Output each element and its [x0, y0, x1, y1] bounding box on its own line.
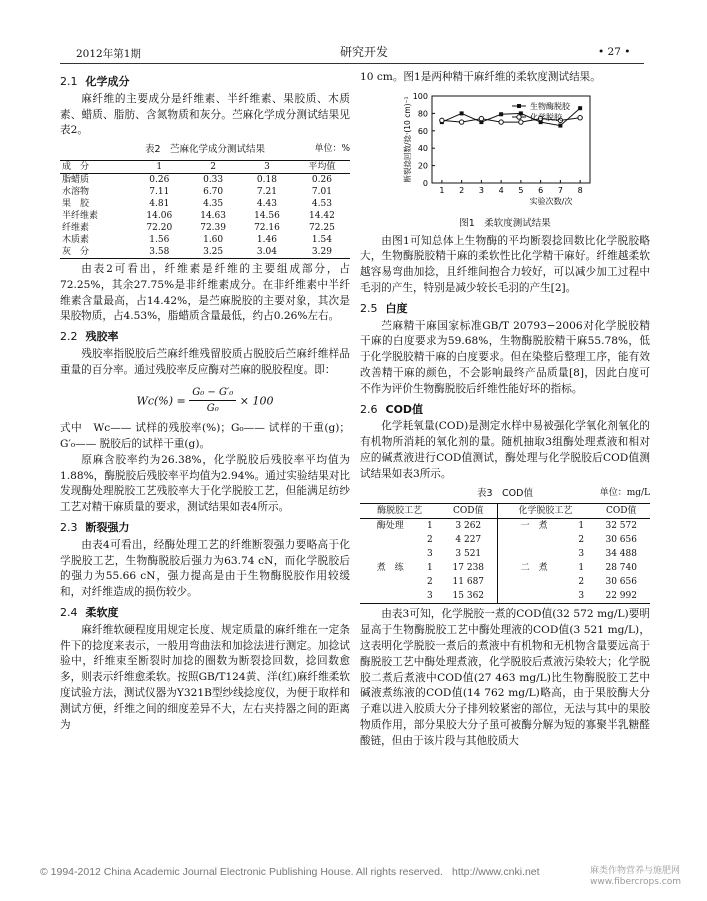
formula: Wc(%) = $\frac{\text{G₀ − G′₀}}{\text{G₀}}$ × 100	[136, 386, 274, 415]
paragraph: 式中 Wc—— 试样的残胶率(%)；G₀—— 试样的干重(g)；G′₀—— 脱胶后的试样干重(g)。	[60, 422, 350, 450]
table-header-cell: COD值	[453, 506, 484, 517]
table-cell: 7.21	[256, 186, 277, 197]
table-header-cell: 酶脱胶工艺	[377, 506, 423, 517]
table-cell: 72.25	[309, 222, 335, 233]
table-cell: 0.26	[149, 174, 170, 185]
table-cell: 72.20	[146, 222, 173, 233]
right-column	[360, 70, 650, 750]
table2-caption: 表2 苎麻化学成分测试结果 单位：%	[144, 144, 350, 156]
paragraph: 苎麻精干麻国家标准GB/T 20793−2006对化学脱胶精干麻的白度要求为59.68%，生物酶脱胶精干麻55.78%，低于化学脱胶精干麻的白度要求。但在染整后整理工序，能有效改善精干麻的颜色，不会影响最终产品质量[8]，因此白度可不作为评价生物酶脱胶后纤维性能好坏的指标。	[360, 319, 650, 395]
table-cell: 1	[427, 521, 433, 532]
table3-caption: 表3 COD值 单位：mg/L	[477, 487, 650, 499]
x-tick-label: 2	[459, 185, 465, 195]
table-header-cell: 平均值	[308, 161, 336, 172]
legend-label: 生物酶脱胶	[530, 101, 570, 111]
data-point	[558, 123, 562, 127]
table-header-cell: 2	[210, 161, 216, 172]
table-cell: 纤维素	[62, 222, 90, 233]
left-column	[60, 70, 350, 733]
table-cell: 3	[427, 549, 433, 560]
table-header-cell: 3	[264, 161, 270, 172]
heading-2-2: 2.2 残胶率	[60, 330, 119, 344]
paragraph: 由表4可看出，经酶处理工艺的纤维断裂强力要略高于化学脱胶工艺，生物酶脱胶后强力为63.74 cN，而化学脱胶后的强力为55.66 cN，强力提高是由于生物酶脱胶作用较缓和，对纤维造成的损伤较少。	[60, 538, 350, 599]
y-tick-label: 0	[422, 178, 428, 188]
x-tick-label: 8	[577, 185, 583, 195]
header-rule	[60, 63, 644, 64]
table-cell: 4.81	[149, 198, 170, 209]
heading-2-3: 2.3 断裂强力	[60, 520, 130, 534]
table-row	[360, 547, 650, 561]
paragraph: 由表3可知，化学脱胶一煮的COD值(32 572 mg/L)要明显高于生物酶脱胶工艺中酶处理液的COD值(3 521 mg/L)，这表明化学脱胶一煮后的煮液中有机物和无机物含量要远高于酶脱胶工艺中酶处理煮液，化学脱胶后煮液污染较大；化学脱胶二煮后煮液中COD值(27 463 mg/L)比生物酶脱胶工艺中碱液煮练液的COD值(14 762 mg/L)略高，由于果胶酶大分子难以进入胶质大分子排列较紧密的部位，无法与其中的果胶物质作用，部分果胶大分子虽可被酶分解为短的寡聚半乳糖醛酸链，但由于该片段与其他胶质大	[360, 608, 650, 747]
table-cell	[360, 589, 420, 604]
section-label: 研究开发	[340, 45, 389, 59]
table-cell: 28 740	[605, 563, 637, 574]
watermark: 麻类作物营养与施肥网 www.fibercrops.com	[590, 866, 681, 887]
table-header-cell: 化学脱胶工艺	[498, 504, 593, 519]
table-row	[360, 533, 650, 547]
table-cell: 2	[427, 535, 433, 546]
table2	[60, 160, 350, 259]
table-cell: 3 262	[455, 521, 482, 532]
issue-label: 2012年第1期	[76, 48, 141, 60]
heading-2-1: 2.1 化学成分	[60, 75, 130, 88]
table-header-cell: 1	[156, 161, 163, 172]
table-cell: 1.60	[203, 234, 224, 245]
table-row	[60, 186, 350, 198]
paragraph: 由表2可看出，纤维素是纤维的主要组成部分，占72.25%，其余27.75%是非纤维素成分。在非纤维素中半纤维素含量最高，占14.42%，是苎麻脱胶的主要对象，其次是果胶物质，占4.53%，脂蜡质含量最低，约占0.26%左右。	[60, 262, 350, 323]
x-tick-label: 1	[439, 185, 445, 195]
table-cell: 水溶物	[62, 186, 90, 197]
data-point	[519, 120, 523, 124]
table-row	[60, 210, 350, 222]
data-point	[459, 120, 463, 124]
data-point	[460, 111, 464, 115]
data-point	[578, 106, 582, 110]
table3	[360, 503, 650, 604]
table-cell: 22 992	[605, 591, 637, 602]
y-tick-label: 80	[417, 109, 428, 119]
table-header-cell: 成 分	[62, 161, 90, 172]
table-cell: 一 煮	[498, 519, 570, 534]
table-cell: 1.46	[256, 234, 277, 245]
table-cell: 32 572	[605, 521, 637, 532]
table-row	[60, 198, 350, 210]
table-cell: 0.26	[311, 174, 332, 185]
paragraph: 麻纤维软硬程度用规定长度、规定质量的麻纤维在一定条件下的捻度来表示，一般用弯曲法和加捻法进行测定。加捻试验中，纤维束至断裂时加捻的圈数为断裂捻回数，捻回数愈多，则表示纤维愈柔软。按照GB/T124黄、洋(红)麻纤维柔软度试验方法，测试仪器为Y321B型纱线捻度仪，为便于取样和测试方便，纤维之间的细度差异不大，左右夹持器之间的距离为	[60, 623, 350, 731]
table-cell: 2	[427, 577, 433, 588]
x-axis-label: 实验次数/次	[529, 196, 573, 206]
table-cell: 1	[427, 563, 433, 574]
data-point	[499, 120, 503, 124]
table-row	[360, 561, 650, 575]
table-row	[360, 519, 650, 534]
table-cell: 7.11	[149, 186, 170, 197]
table-cell: 脂蜡质	[62, 174, 90, 185]
y-tick-label: 100	[412, 91, 428, 101]
legend-marker	[517, 115, 521, 119]
data-point	[440, 118, 444, 122]
softness-chart	[360, 88, 650, 213]
table-cell	[498, 575, 570, 589]
x-tick-label: 5	[518, 185, 524, 195]
heading-2-6: 2.6 COD值	[360, 402, 424, 416]
table-cell: 3	[427, 591, 433, 602]
table-cell: 14.42	[309, 210, 335, 221]
table-cell: 15 362	[452, 591, 485, 602]
table-cell: 4.43	[256, 198, 277, 209]
paragraph: 化学耗氧量(COD)是测定水样中易被强化学氧化剂氧化的有机物所消耗的氧化剂的量。随机抽取3组酶处理煮液和相对应的碱煮液进行COD值测试，酶处理与化学脱胶后COD值测试结果如表3所示。	[360, 420, 650, 480]
table-cell: 二 煮	[498, 561, 570, 575]
paragraph: 残胶率指脱胶后苎麻纤维残留胶质占脱胶后苎麻纤维样品重量的百分率。通过残胶率反应酶对苎麻的脱胶程度。即：	[60, 347, 350, 376]
table-cell: 17 238	[452, 563, 485, 574]
x-tick-label: 7	[557, 185, 563, 195]
x-tick-label: 6	[538, 185, 544, 195]
table-cell: 6.70	[203, 186, 224, 197]
table-cell	[360, 575, 420, 589]
x-tick-label: 4	[498, 185, 504, 195]
table-cell: 3	[578, 549, 585, 560]
table-cell: 1.56	[149, 234, 170, 245]
table-cell: 7.01	[311, 186, 332, 197]
table-cell	[498, 547, 570, 561]
table-row	[60, 246, 350, 259]
page-number: • 27 •	[598, 46, 631, 58]
table-cell: 30 656	[605, 577, 637, 588]
table-row	[360, 589, 650, 604]
table-cell	[498, 533, 570, 547]
legend-marker	[517, 104, 521, 108]
table-cell: 半纤维素	[62, 210, 99, 221]
heading-2-4: 2.4 柔软度	[60, 605, 119, 619]
y-tick-label: 20	[417, 161, 428, 171]
table-cell: 3 521	[455, 549, 482, 560]
y-tick-label: 60	[417, 126, 428, 136]
paragraph: 原麻含胶率约为26.38%，化学脱胶后残胶率平均值为1.88%，酶脱胶后残胶率平均值为2.94%。通过实验结果对比发现酶处理脱胶工艺残胶率大于化学脱胶工艺，但能满足纺纱工艺对精干麻质量的要求，测试结果如表4所示。	[60, 453, 350, 514]
table-cell: 14.06	[146, 210, 173, 221]
copyright: © 1994-2012 China Academic Journal Electronic Publishing House. All rights reserved.	[40, 866, 443, 878]
table-cell: 4.35	[203, 198, 224, 209]
y-tick-label: 40	[417, 143, 428, 153]
table-cell: 3.25	[203, 246, 224, 257]
y-axis-label: 断裂捻回数/捻·(10 cm)⁻¹	[403, 96, 412, 183]
table-cell: 1	[578, 563, 585, 574]
table-cell: 72.39	[200, 222, 226, 233]
table-cell: 4.53	[311, 198, 332, 209]
table-cell: 30 656	[605, 535, 637, 546]
table-cell: 3.04	[256, 246, 277, 257]
table-cell: 2	[578, 577, 585, 588]
table-cell: 0.33	[203, 174, 224, 185]
table-cell: 11 687	[452, 577, 485, 588]
table-cell: 3.58	[149, 246, 170, 257]
data-point	[578, 115, 582, 119]
table-cell: 0.18	[256, 174, 277, 185]
table-cell: 2	[578, 535, 585, 546]
table-cell: 4 227	[455, 535, 482, 546]
table-cell: 1	[578, 521, 585, 532]
table-row	[360, 575, 650, 589]
legend-label: 化学脱胶	[530, 112, 562, 122]
figure-1	[360, 88, 650, 213]
x-tick-label: 3	[478, 185, 484, 195]
table-cell: 14.56	[254, 210, 280, 221]
table-cell: 1.54	[311, 234, 332, 245]
table-cell: 72.16	[254, 222, 280, 233]
paragraph: 10 cm。图1是两种精干麻纤维的柔软度测试结果。	[360, 71, 601, 83]
table-cell: 果 胶	[62, 198, 90, 209]
footer-url: http://www.cnki.net	[452, 866, 540, 878]
data-point	[499, 112, 503, 116]
paragraph: 由图1可知总体上生物酶的平均断裂捻回数比化学脱胶略大，生物酶脱胶精干麻的柔软性比化学精干麻好。纤维越柔软越容易弯曲加捻，且纤维间抱合力较好，可以减少加工过程中毛羽的产生，特别是减少较长毛羽的产生[2]。	[360, 234, 650, 294]
table-row	[60, 173, 350, 186]
table-cell: 煮 练	[376, 563, 404, 574]
table-row	[60, 222, 350, 234]
data-point	[479, 116, 483, 120]
page-header	[0, 0, 707, 60]
table-cell: 木质素	[62, 234, 90, 245]
table-row	[60, 234, 350, 246]
table-header-cell: COD值	[605, 506, 637, 517]
table-cell: 3	[578, 591, 585, 602]
table-cell	[498, 589, 570, 604]
table-cell	[360, 547, 420, 561]
table-cell: 34 488	[605, 549, 637, 560]
table-cell: 酶处理	[376, 521, 404, 532]
table-cell: 3.29	[311, 246, 332, 257]
table-cell: 14.63	[200, 210, 226, 221]
table-cell: 灰 分	[62, 246, 90, 257]
figure1-caption: 图1 柔软度测试结果	[459, 217, 551, 229]
heading-2-5: 2.5 白度	[360, 301, 408, 315]
table-cell	[360, 533, 420, 547]
paragraph: 麻纤维的主要成分是纤维素、半纤维素、果胶质、木质素、蜡质、脂肪、含氮物质和灰分。苎麻化学成分测试结果见表2。	[60, 92, 350, 137]
